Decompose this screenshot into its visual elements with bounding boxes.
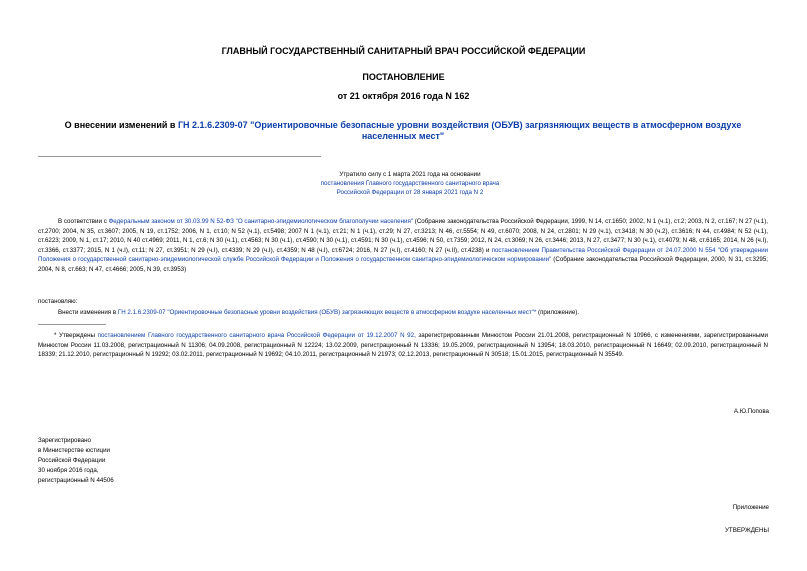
basis-intro: В соответствии с — [58, 218, 109, 225]
status-line-1: Утратило силу с 1 марта 2021 года на основании — [339, 171, 481, 178]
signature: А.Ю.Попова — [733, 408, 769, 415]
separator-line — [38, 156, 321, 157]
footnote-separator — [38, 324, 106, 325]
footnote — [38, 331, 768, 360]
amend-suffix: (приложение). — [536, 309, 580, 316]
title-prefix: О внесении изменений в — [64, 120, 178, 130]
government-decree-link[interactable]: постановлением Правительства Российской Федерации от 24.07.2000 N 554 "Об утверждении Положения о государственной санитарно-эпидемиологической службе Российской Федерации и Положения о государственном санитарно-эпидемиологическом нормировании" — [38, 246, 768, 264]
footnote-link[interactable]: постановлением Главного государственного санитарного врача Российской Федерации от 19.12.2007 N 92 — [97, 332, 415, 339]
amend-prefix: Внести изменения в — [58, 309, 118, 316]
status-link-line-3[interactable]: Российской Федерации от 28 января 2021 года N 2 — [336, 189, 484, 196]
footnote-text: , зарегистрированным Минюстом России 21.01.2008, регистрационный N 10966, с изменениями, зарегистрированными Минюстом России 11.03.2008, регистрационный N 11306; 04.09.2008, регистрационный N 12224; 13.02.2009, регистрационный N 13336; 19.05.2009, регистрационный N 13954; 18.03.2010, регистрационный N 16649; 02.09.2010, регистрационный N 18339; 21.12.2010, регистрационный N 19292; 03.02.2011, регистрационный N 19692; 04.10.2011, регистрационный N 21973; 02.12.2013, регистрационный N 30518; 15.01.2015, регистрационный N 35549. — [38, 332, 768, 359]
registration-line-2: в Министерстве юстиции — [38, 447, 111, 454]
decree-label: постановляю: — [38, 298, 78, 305]
document-title — [38, 120, 768, 142]
registration-line-5: регистрационный N 44506 — [38, 477, 114, 484]
amendment-paragraph — [58, 309, 579, 316]
issuing-authority: ГЛАВНЫЙ ГОСУДАРСТВЕННЫЙ САНИТАРНЫЙ ВРАЧ РОССИЙСКОЙ ФЕДЕРАЦИИ — [221, 46, 586, 56]
document-type: ПОСТАНОВЛЕНИЕ — [362, 72, 445, 82]
basis-sources: (Собрание законодательства Российской Федерации, 1999, N 14, ст.1650; 2002, N 1 (ч.1), ст.2; 2003, N 2, ст.167; N 27 (ч.1), ст.2700; 2004, N 35, ст.3607; 2005, N 19, ст.1752; 2006, N 1, ст.10; N 52 (ч.1), ст.5498; 2007 N 1 (ч.1), ст.21; N 1 (ч.1), ст.29; N 27, ст.3213; N 46, ст.5554; N 49, ст.6070; 2008, N 24, ст.2801; N 29 (ч.1), ст.3418; N 30 (ч.2), ст.3616; N 44, ст.4984; N 52 (ч.1), ст.6223; 2009, N 1, ст.17; 2010, N 40 ст.4969; 2011, N 1, ст.6; N 30 (ч.1), ст.4563; N 30 (ч.1), ст.4590; N 30 (ч.1), ст.4591; N 30 (ч.1), ст.4596; N 50, ст.7359; 2012, N 24, ст.3069; N 26, ст.3446; 2013, N 27, ст.3477; N 30 (ч.1), ст.4079; N 48, ст.6165; 2014, N 26 (ч.I), ст.3366, ст.3377; 2015, N 1 (ч.I), ст.11; N 27, ст.3951; N 29 (ч.I), ст.4339; N 29 (ч.I), ст.4359; N 48 (ч.I), ст.6724; 2016, N 27 (ч.I), ст.4160; N 27 (ч.II), ст.4238) и — [38, 218, 768, 254]
registration-block — [38, 436, 114, 486]
registration-line-1: Зарегистрировано — [38, 437, 91, 444]
status-link-line-2[interactable]: постановления Главного государственного санитарного врача — [320, 180, 500, 187]
amend-link[interactable]: ГН 2.1.6.2309-07 "Ориентировочные безопасные уровни воздействия (ОБУВ) загрязняющих веществ в атмосферном воздухе населенных мест"* — [117, 309, 537, 316]
approved-label: УТВЕРЖДЕНЫ — [725, 527, 769, 534]
registration-line-3: Российской Федерации — [38, 457, 106, 464]
appendix-label: Приложение — [732, 504, 769, 511]
federal-law-link[interactable]: Федеральным законом от 30.03.99 N 52-ФЗ "О санитарно-эпидемиологическом благополучии населения" — [108, 218, 414, 225]
legal-basis-paragraph — [38, 217, 768, 275]
basis-sources-2: (Собрание законодательства Российской Федерации, 2000, N 31, ст.3295; 2004, N 8, ст.663; N 47, ст.4666; 2005, N 39, ст.3953) — [38, 256, 768, 273]
status-note — [310, 170, 510, 197]
registration-line-4: 30 ноября 2016 года, — [38, 467, 99, 474]
title-link[interactable]: ГН 2.1.6.2309-07 "Ориентировочные безопасные уровни воздействия (ОБУВ) загрязняющих веществ в атмосферном воздухе населенных мест" — [177, 120, 742, 141]
document-date-number: от 21 октября 2016 года N 162 — [337, 91, 470, 101]
footnote-prefix: * Утверждены — [54, 332, 98, 339]
